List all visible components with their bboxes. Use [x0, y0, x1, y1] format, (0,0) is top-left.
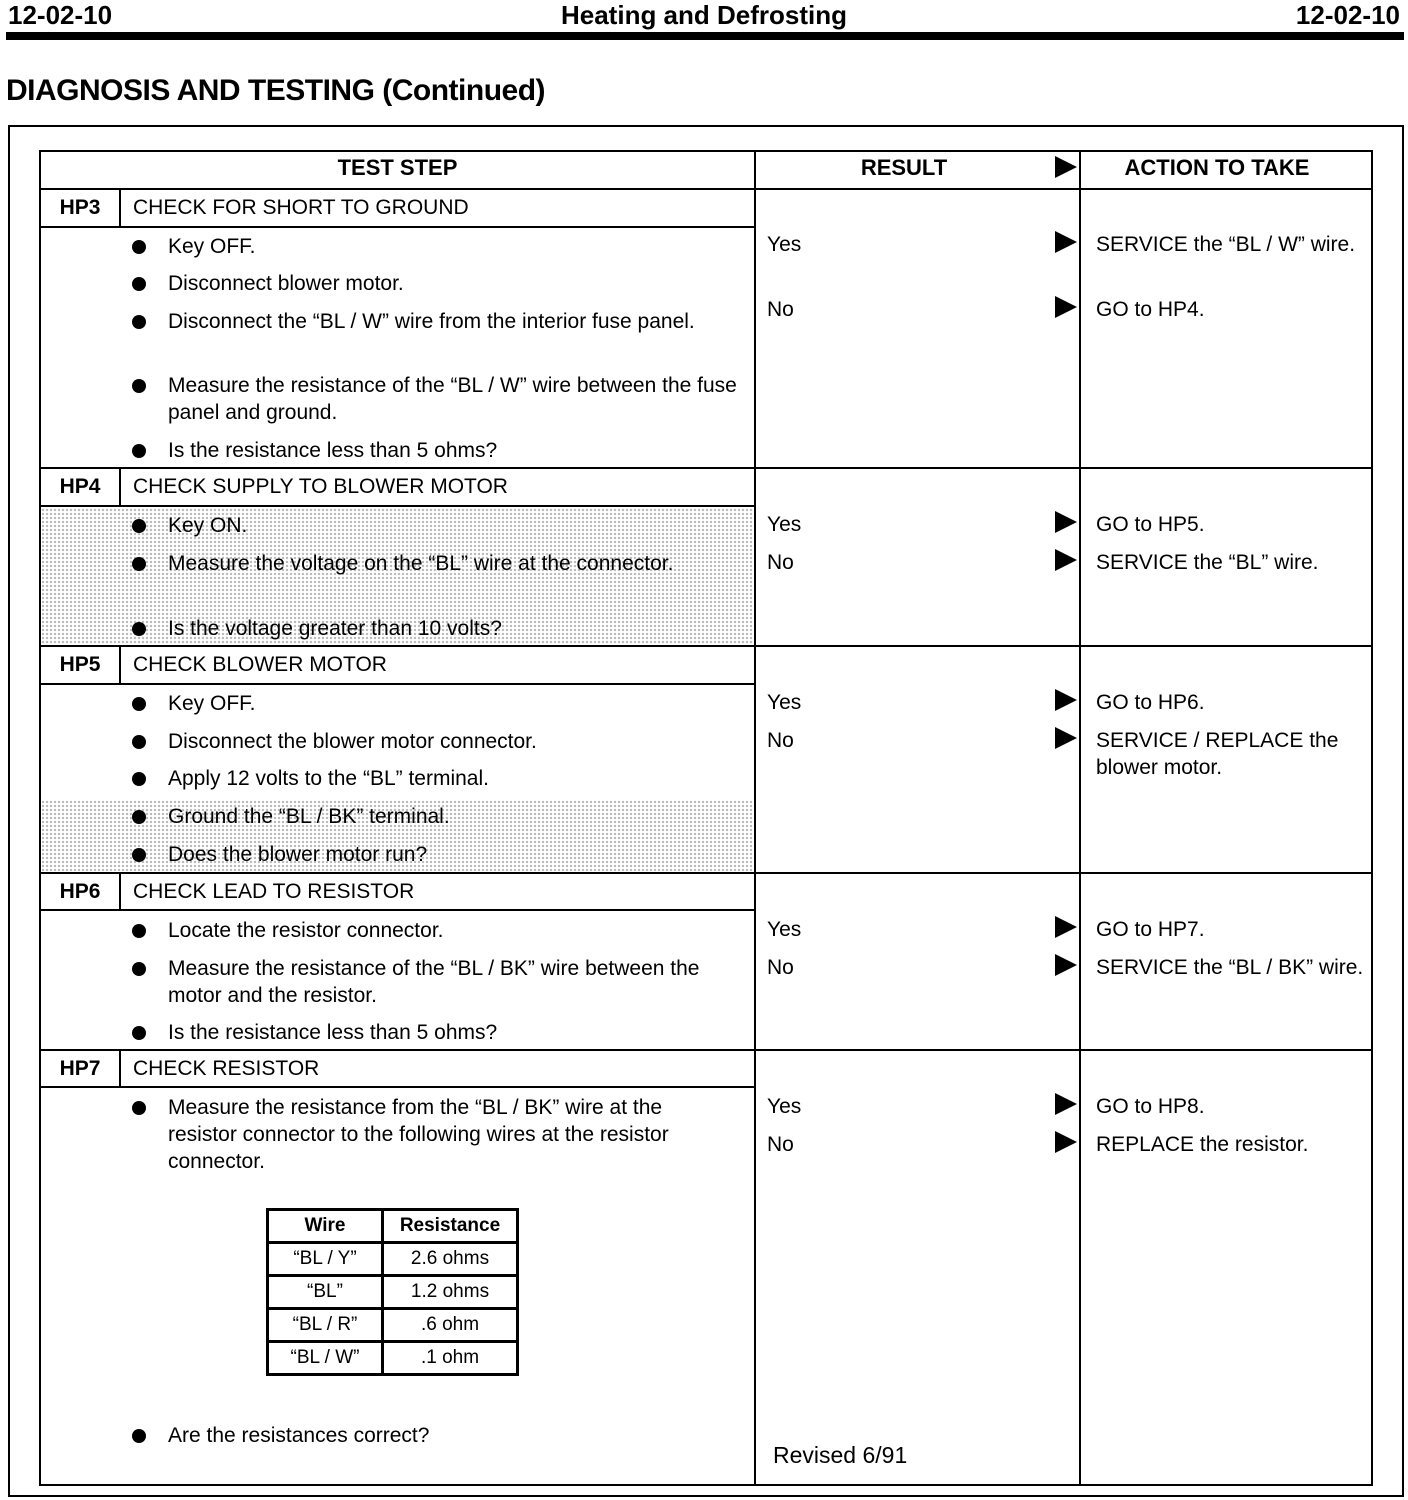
arrow-right-icon [1055, 916, 1077, 938]
section-title: DIAGNOSIS AND TESTING (Continued) [6, 74, 546, 107]
arrow-right-icon [1055, 231, 1077, 253]
title-divider [41, 909, 754, 911]
table-cell: “BL / R” [268, 1309, 383, 1342]
step-item: Measure the resistance of the “BL / W” wire between the fuse panel and ground. [168, 374, 737, 424]
arrow-right-icon [1055, 1093, 1077, 1115]
action-yes: GO to HP8. [1096, 1095, 1205, 1118]
step-item: Is the resistance less than 5 ohms? [168, 1021, 498, 1044]
title-divider [41, 505, 754, 507]
bullet-icon [132, 924, 146, 938]
step-item: Key OFF. [168, 235, 256, 258]
table-cell: “BL” [268, 1276, 383, 1309]
arrow-right-icon [1055, 1131, 1077, 1153]
step-divider [41, 1049, 1372, 1051]
result-no: No [767, 551, 794, 574]
bullet-icon [132, 315, 146, 329]
arrow-right-icon [1055, 689, 1077, 711]
bullet-icon [132, 240, 146, 254]
bullet-icon [132, 810, 146, 824]
page-number-left: 12-02-10 [8, 0, 113, 30]
step-title: CHECK RESISTOR [133, 1057, 320, 1080]
result-no: No [767, 1133, 794, 1156]
arrow-right-icon [1055, 156, 1077, 178]
bullet-icon [132, 1026, 146, 1040]
result-no: No [767, 956, 794, 979]
table-cell: .6 ohm [383, 1309, 518, 1342]
table-row [268, 1309, 518, 1342]
result-yes: Yes [767, 918, 802, 941]
action-no: SERVICE the “BL / BK” wire. [1096, 956, 1364, 979]
action-no: GO to HP4. [1096, 298, 1205, 321]
step-item: Does the blower motor run? [168, 843, 428, 866]
resistance-table [266, 1208, 519, 1376]
arrow-right-icon [1055, 511, 1077, 533]
result-yes: Yes [767, 513, 802, 536]
table-row [268, 1342, 518, 1375]
arrow-right-icon [1055, 296, 1077, 318]
page-number-right: 12-02-10 [1295, 0, 1400, 30]
bullet-icon [132, 962, 146, 976]
step-item: Are the resistances correct? [168, 1424, 430, 1447]
step-item: Key ON. [168, 514, 248, 537]
arrow-right-icon [1055, 549, 1077, 571]
column-divider [1079, 150, 1081, 1486]
bullet-icon [132, 444, 146, 458]
step-item: Disconnect blower motor. [168, 272, 404, 295]
step-item: Is the voltage greater than 10 volts? [168, 617, 502, 640]
bullet-icon [132, 519, 146, 533]
table-header-resistance: Resistance [383, 1210, 518, 1243]
result-yes: Yes [767, 1095, 802, 1118]
bullet-icon [132, 848, 146, 862]
bullet-icon [132, 622, 146, 636]
step-item: Apply 12 volts to the “BL” terminal. [168, 767, 489, 790]
action-yes: GO to HP5. [1096, 513, 1205, 536]
step-item: Measure the resistance of the “BL / BK” wire between the motor and the resistor. [168, 957, 700, 1007]
table-header-wire: Wire [268, 1210, 383, 1243]
bullet-icon [132, 379, 146, 393]
header-divider [41, 188, 1372, 190]
action-yes: SERVICE the “BL / W” wire. [1096, 233, 1356, 256]
step-id: HP5 [59, 653, 101, 676]
step-id-divider [119, 469, 121, 506]
bullet-icon [132, 697, 146, 711]
step-item: Disconnect the blower motor connector. [168, 730, 537, 753]
bullet-icon [132, 277, 146, 291]
step-id-divider [119, 874, 121, 910]
table-cell: “BL / W” [268, 1342, 383, 1375]
table-cell: .1 ohm [383, 1342, 518, 1375]
arrow-right-icon [1055, 954, 1077, 976]
result-no: No [767, 298, 794, 321]
step-divider [41, 467, 1372, 469]
bullet-icon [132, 735, 146, 749]
step-id: HP4 [59, 475, 101, 498]
title-divider [41, 1086, 754, 1088]
bullet-icon [132, 1429, 146, 1443]
step-id-divider [119, 190, 121, 227]
step-item: Ground the “BL / BK” terminal. [168, 805, 450, 828]
step-title: CHECK BLOWER MOTOR [133, 653, 387, 676]
column-divider [754, 150, 756, 1486]
bullet-icon [132, 557, 146, 571]
step-title: CHECK FOR SHORT TO GROUND [133, 196, 469, 219]
step-item: Measure the resistance from the “BL / BK” wire at the resistor connector to the following wires at the resistor connector. [168, 1096, 669, 1173]
title-divider [41, 226, 754, 228]
step-id-divider [119, 1051, 121, 1087]
table-cell: “BL / Y” [268, 1243, 383, 1276]
action-no: SERVICE the “BL” wire. [1096, 551, 1319, 574]
title-divider [41, 683, 754, 685]
chapter-title: Heating and Defrosting [560, 0, 847, 30]
step-id: HP3 [59, 196, 101, 219]
revision-note: Revised 6/91 [773, 1442, 908, 1468]
table-cell: 2.6 ohms [383, 1243, 518, 1276]
step-title: CHECK LEAD TO RESISTOR [133, 880, 415, 903]
step-divider [41, 872, 1372, 874]
step-id: HP6 [59, 880, 101, 903]
step-divider [41, 645, 1372, 647]
step-item: Key OFF. [168, 692, 256, 715]
table-row [268, 1276, 518, 1309]
test-step-header: TEST STEP [337, 155, 458, 180]
table-row [268, 1243, 518, 1276]
result-yes: Yes [767, 233, 802, 256]
arrow-right-icon [1055, 727, 1077, 749]
result-yes: Yes [767, 691, 802, 714]
header-rule [6, 32, 1404, 40]
step-item: Measure the voltage on the “BL” wire at the connector. [168, 552, 674, 575]
bullet-icon [132, 772, 146, 786]
table-cell: 1.2 ohms [383, 1276, 518, 1309]
step-item: Is the resistance less than 5 ohms? [168, 439, 498, 462]
step-item: Disconnect the “BL / W” wire from the interior fuse panel. [168, 310, 695, 333]
bullet-icon [132, 1101, 146, 1115]
action-header: ACTION TO TAKE [1124, 155, 1310, 180]
action-no: SERVICE / REPLACE the blower motor. [1096, 729, 1339, 779]
step-id-divider [119, 647, 121, 684]
step-title: CHECK SUPPLY TO BLOWER MOTOR [133, 475, 508, 498]
action-yes: GO to HP7. [1096, 918, 1205, 941]
step-item: Locate the resistor connector. [168, 919, 444, 942]
result-header: RESULT [860, 155, 948, 180]
step-id: HP7 [59, 1057, 101, 1080]
action-yes: GO to HP6. [1096, 691, 1205, 714]
result-no: No [767, 729, 794, 752]
action-no: REPLACE the resistor. [1096, 1133, 1309, 1156]
